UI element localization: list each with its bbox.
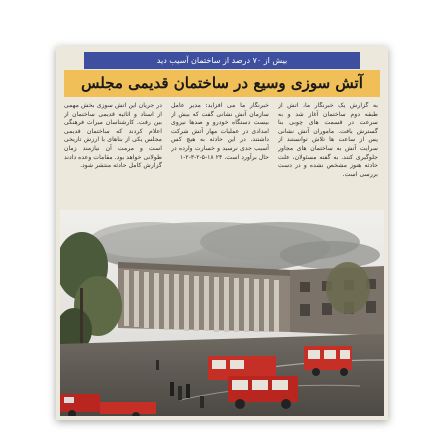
article-column-middle: خبرنگار ما می افزاید: مدیر عامل سازمان آتش نشانی گفت که بیش از بیست دستگاه خودرو و صدها نیروی امدادی در عملیات مهار آتش شرکت داشتند. در این حادثه به هیچ کس آسیب جدی نرسید و خسارت وارده در حال برآورد است. ۲۴ ۱۸-۵-۲-۳-۲-۱ — [171, 102, 269, 161]
article-columns — [64, 102, 380, 214]
article-column-left: در جریان این آتش سوزی بخش مهمی از اسناد و اثاثیه قدیمی ساختمان از بین رفت. کارشناسان میراث فرهنگی اعلام کردند که ساختمان قدیمی مجلس یکی از بناهای با ارزش تاریخی است و مرمت آن نیازمند زمان طولانی خواهد بود. مقامات وعده دادند گزارش کامل حادثه منتشر شود. — [64, 102, 162, 170]
fire-scene-photo — [60, 210, 384, 416]
headline: آتش سوزی وسیع در ساختمان قدیمی مجلس — [64, 70, 380, 97]
newspaper-clipping — [56, 46, 388, 420]
article-column-right: به گزارش یک خبرنگار ما، آتش از طبقه دوم ساختمان آغاز شد و به سرعت در قسمت های چوبی بنا گسترش یافت. ماموران آتش نشانی پس از ساعت ها تلاش توانستند از سرایت آتش به ساختمان های مجاور جلوگیری کنند. به گفته مسئولان، علت حادثه هنوز مشخص نشده و در دست بررسی است. — [278, 102, 378, 178]
kicker-banner: بیش از ۷۰ درصد از ساختمان آسیب دید — [84, 52, 360, 69]
